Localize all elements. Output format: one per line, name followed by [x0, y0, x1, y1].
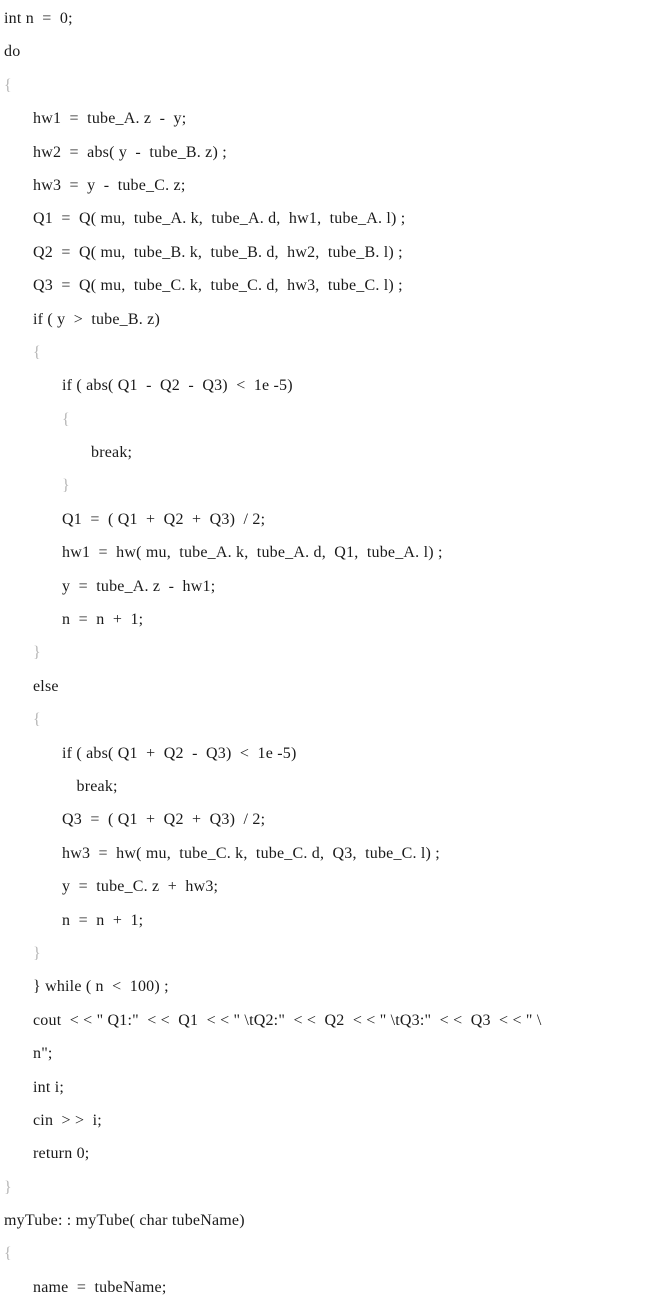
code-line: } — [33, 644, 41, 662]
code-line: Q2 = Q( mu, tube_B. k, tube_B. d, hw2, tube_B. l) ; — [33, 243, 403, 261]
code-line: if ( abs( Q1 - Q2 - Q3) < 1e -5) — [62, 377, 293, 395]
code-line: myTube: : myTube( char tubeName) — [4, 1212, 245, 1230]
code-line: { — [33, 343, 41, 361]
code-line: } — [62, 477, 70, 495]
code-line: Q1 = ( Q1 + Q2 + Q3) / 2; — [62, 510, 266, 528]
code-line: } while ( n < 100) ; — [33, 978, 169, 996]
code-line: int i; — [33, 1078, 64, 1096]
code-line: Q3 = Q( mu, tube_C. k, tube_C. d, hw3, tube_C. l) ; — [33, 277, 403, 295]
code-line: hw1 = tube_A. z - y; — [33, 110, 187, 128]
code-line: } — [33, 944, 41, 962]
code-line: cout < < " Q1:" < < Q1 < < " \tQ2:" < < Q2 < < " \tQ3:" < < Q3 < < " \ — [33, 1011, 542, 1029]
code-line: hw2 = abs( y - tube_B. z) ; — [33, 143, 227, 161]
code-line: } — [4, 1178, 12, 1196]
code-line: Q3 = ( Q1 + Q2 + Q3) / 2; — [62, 811, 266, 829]
code-line: { — [33, 711, 41, 729]
code-line: n = n + 1; — [62, 911, 144, 929]
code-line: hw3 = hw( mu, tube_C. k, tube_C. d, Q3, tube_C. l) ; — [62, 844, 440, 862]
code-line: name = tubeName; — [33, 1278, 167, 1296]
code-line: if ( abs( Q1 + Q2 - Q3) < 1e -5) — [62, 744, 297, 762]
code-line: { — [62, 410, 70, 428]
code-line: do — [4, 43, 21, 61]
code-line: if ( y > tube_B. z) — [33, 310, 160, 328]
code-line: n = n + 1; — [62, 611, 144, 629]
code-line: hw1 = hw( mu, tube_A. k, tube_A. d, Q1, tube_A. l) ; — [62, 544, 443, 562]
code-line: { — [4, 1245, 12, 1263]
code-line: hw3 = y - tube_C. z; — [33, 176, 186, 194]
code-line: { — [4, 76, 12, 94]
code-line: else — [33, 677, 59, 695]
code-line: break; — [76, 777, 118, 795]
code-line: n"; — [33, 1045, 53, 1063]
code-line: break; — [91, 444, 133, 462]
code-line: y = tube_C. z + hw3; — [62, 878, 219, 896]
code-line: y = tube_A. z - hw1; — [62, 577, 216, 595]
code-line: Q1 = Q( mu, tube_A. k, tube_A. d, hw1, tube_A. l) ; — [33, 210, 406, 228]
code-line: cin > > i; — [33, 1111, 102, 1129]
code-line: int n = 0; — [4, 10, 73, 27]
code-line: return 0; — [33, 1145, 90, 1163]
